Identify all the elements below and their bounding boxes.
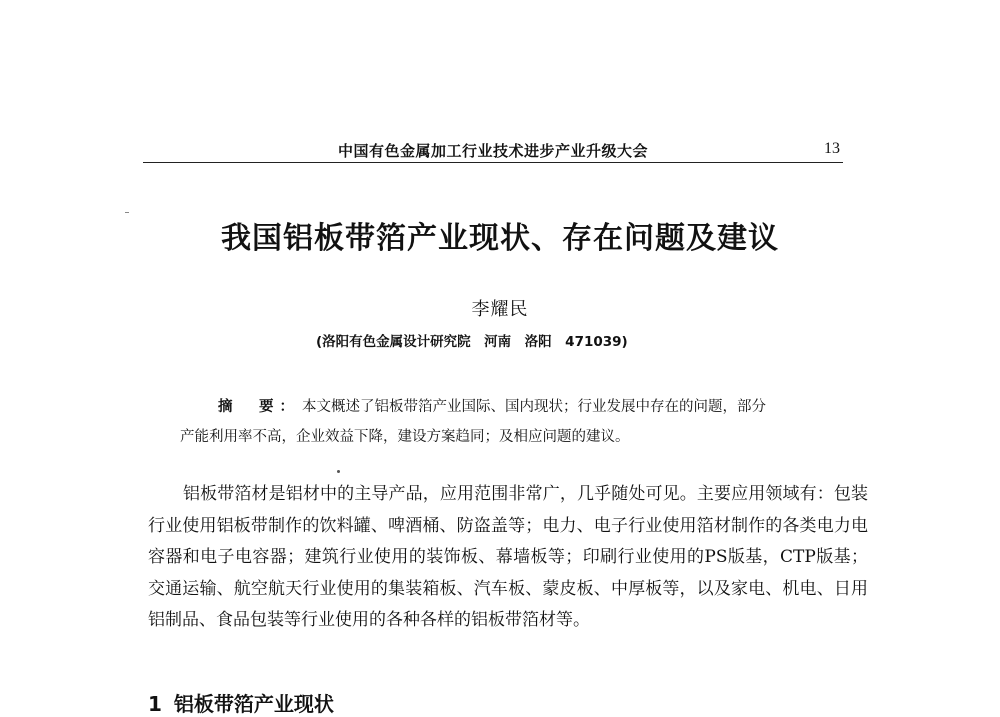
section-title: 铝板带箔产业现状 [173,692,334,716]
author-affiliation: (洛阳有色金属设计研究院 河南 洛阳 471039) [316,334,628,350]
scan-dot [337,470,340,473]
article-author: 李耀民 [471,299,529,320]
abstract [180,392,820,452]
abstract-line-2: 产能利用率不高，企业效益下降，建设方案趋同；及相应问题的建议。 [180,429,630,445]
abstract-line-1 [180,392,820,422]
running-title: 中国有色金属加工行业技术进步产业升级大会 [338,142,649,160]
intro-paragraph: 铝板带箔材是铝材中的主导产品，应用范围非常广，几乎随处可见。主要应用领域有：包装行业使用铝板带制作的饮料罐、啤酒桶、防盗盖等；电力、电子行业使用箔材制作的各类电力电容器和电子电容器；建筑行业使用的装饰板、幕墙板等；印刷行业使用的PS版基，CTP版基；交通运输、航空航天行业使用的集装箱板、汽车板、蒙皮板、中厚板等，以及家电、机电、日用铝制品、食品包装等行业使用的各种各样的铝板带箔材等。 [148,484,868,630]
abstract-text-1: 本文概述了铝板带箔产业国际、国内现状；行业发展中存在的问题，部分 [302,399,766,415]
article-title: 我国铝板带箔产业现状、存在问题及建议 [221,221,779,256]
section-heading [148,688,334,717]
section-number: 1 [148,692,162,716]
abstract-label: 摘 要： [218,399,300,415]
running-header [143,128,843,163]
page-number: 13 [824,140,840,157]
